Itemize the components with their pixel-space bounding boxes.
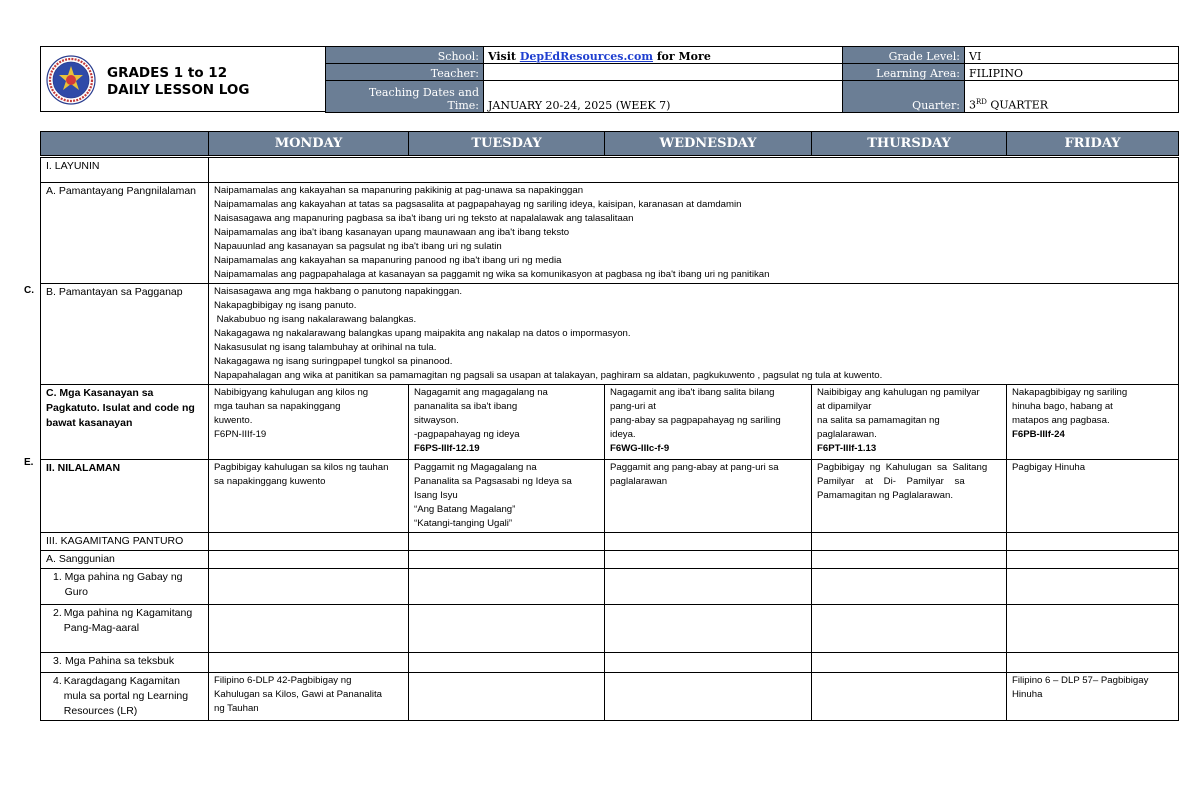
nilalaman-text: paglalarawan: [610, 476, 668, 487]
kasanayan-text: Nagagamit ang magagalang na: [414, 387, 548, 398]
gabay-text: Mga pahina ng Gabay ng Guro: [64, 571, 183, 598]
karagdagan-text: Karagdagang Kagamitan mula sa portal ng Learning Resources (LR): [63, 675, 189, 717]
row-gabay: [41, 569, 1179, 605]
title-line-2: DAILY LESSON LOG: [107, 82, 250, 98]
school-prefix: Visit: [488, 50, 520, 63]
marker-e: E.: [24, 457, 34, 468]
row-nilalaman: [41, 460, 1179, 533]
kasanayan-text: paglalarawan.: [817, 429, 877, 440]
label-sanggunian: A. Sanggunian: [41, 551, 209, 569]
deped-resources-link[interactable]: DepEdResources.com: [519, 50, 653, 63]
kasanayan-text: pang-uri at: [610, 401, 656, 412]
dates-text: JANUARY 20-24, 2025 (WEEK 7): [488, 99, 671, 112]
pagganap-line: Nakabubuo ng isang nakalarawang balangkas.: [214, 314, 417, 325]
quarter-suffix: RD: [976, 98, 987, 107]
nilalaman-text: Pananalita sa Pagsasabi ng Ideya sa: [414, 476, 572, 487]
label-nilalaman: II. NILALAMAN: [41, 460, 209, 533]
pagganap-line: Napapahalagan ang wika at panitikan sa pamamagitan ng pagsali sa usapan at talakayan, paghiram sa aldatan, pagkukuwento , pagsulat ng tula at kuwento.: [214, 370, 883, 381]
day-wednesday: WEDNESDAY: [605, 132, 812, 156]
day-header-row: [41, 132, 1179, 156]
nilalaman-text: sa napakinggang kuwento: [214, 476, 326, 487]
nilalaman-text: Paggamit ang pang-abay at pang-uri sa: [610, 462, 779, 473]
layunin-content: [209, 158, 1179, 183]
kagamitang-number: 2.: [53, 607, 62, 619]
pangnilalaman-content: [209, 183, 1179, 284]
karagdagan-wednesday: [605, 673, 812, 721]
row-pangnilalaman: [41, 183, 1179, 284]
teaching-dates-label-line1: Teaching Dates and: [368, 86, 479, 99]
teaching-dates-label-line2: Time:: [447, 99, 479, 112]
row-layunin: [41, 158, 1179, 183]
pagganap-line: Nakapagbibigay ng isang panuto.: [214, 300, 357, 311]
kasanayan-text: kuwento.: [214, 415, 253, 426]
learning-area-label: Learning Area:: [843, 64, 965, 81]
pangnilalaman-line: Naipamamalas ang kakayahan at tatas sa pagsasalita at pagpapahayag ng sariling ideya, kaisipan, karanasan at damdamin: [214, 199, 742, 210]
nilalaman-friday: [1007, 460, 1179, 533]
kasanayan-text: at dipamilyar: [817, 401, 872, 412]
karagdagan-friday: [1007, 673, 1179, 721]
lesson-log-table: [40, 131, 1179, 721]
nilalaman-wednesday: [605, 460, 812, 533]
kasanayan-friday: [1007, 385, 1179, 460]
quarter-value: [965, 81, 1179, 113]
competency-code: F6WG-IIIc-f-9: [610, 443, 670, 454]
learning-area-value: FILIPINO: [965, 64, 1179, 81]
karagdagan-text-line: ng Tauhan: [214, 703, 259, 714]
kasanayan-text: Naibibigay ang kahulugan ng pamilyar: [817, 387, 980, 398]
nilalaman-text: Pamilyar at Di- Pamilyar sa: [817, 476, 965, 487]
pangnilalaman-line: Naipamamalas ang kakayahan sa mapanuring pakikinig at pag-unawa sa napakinggan: [214, 185, 584, 196]
label-karagdagan: [41, 673, 209, 721]
teksbuk-number: 3.: [53, 655, 62, 667]
header-left: [41, 47, 325, 111]
row-pagganap: [41, 284, 1179, 385]
nilalaman-text: “Katangi-tanging Ugali”: [414, 518, 513, 529]
nilalaman-text: Pagbigay Hinuha: [1012, 462, 1086, 473]
nilalaman-text: Pamamagitan ng Paglalarawan.: [817, 490, 953, 501]
kasanayan-monday: [209, 385, 409, 460]
label-pangnilalaman: A. Pamantayang Pangnilalaman: [41, 183, 209, 284]
pagganap-line: Nakagagawa ng nakalarawang balangkas upang maipakita ang nakalap na datos o impormasyon.: [214, 328, 631, 339]
karagdagan-number: 4.: [53, 675, 62, 687]
competency-code: F6PN-IIIf-19: [214, 429, 267, 440]
lesson-log-title: [107, 65, 249, 99]
pagganap-line: Nakasusulat ng isang talambuhay at orihinal na tula.: [214, 342, 437, 353]
pangnilalaman-line: Naipamamalas ang pagpapahalaga at kasanayan sa paggamit ng wika sa komunikasyon at pagbasa ng iba't ibang uri ng panitikan: [214, 269, 770, 280]
row-teksbuk: [41, 653, 1179, 673]
kasanayan-wednesday: [605, 385, 812, 460]
row-kasanayan: [41, 385, 1179, 460]
karagdagan-text-line: Filipino 6 – DLP 57– Pagbibigay: [1012, 675, 1149, 686]
day-friday: FRIDAY: [1007, 132, 1179, 156]
nilalaman-text: Isang Isyu: [414, 490, 458, 501]
kasanayan-thursday: [812, 385, 1007, 460]
teacher-label: Teacher:: [326, 64, 484, 81]
kasanayan-text: matapos ang pagbasa.: [1012, 415, 1110, 426]
school-suffix: for More: [652, 50, 711, 63]
label-gabay: [41, 569, 209, 605]
grade-level-label: Grade Level:: [843, 47, 965, 64]
corner-cell: [41, 132, 209, 156]
school-label: School:: [326, 47, 484, 64]
grade-level-value: VI: [965, 47, 1179, 64]
pagganap-content: [209, 284, 1179, 385]
karagdagan-text-line: Filipino 6-DLP 42-Pagbibigay ng: [214, 675, 352, 686]
kasanayan-text: hinuha bago, habang at: [1012, 401, 1113, 412]
kasanayan-text: na salita sa pamamagitan ng: [817, 415, 940, 426]
nilalaman-text: Paggamit ng Magagalang na: [414, 462, 537, 473]
karagdagan-text-line: Hinuha: [1012, 689, 1043, 700]
quarter-label: Quarter:: [843, 81, 965, 113]
karagdagan-thursday: [812, 673, 1007, 721]
kagamitang-text: Mga pahina ng Kagamitang Pang-Mag-aaral: [63, 607, 193, 634]
competency-code: F6PT-IIIf-1.13: [817, 443, 877, 454]
nilalaman-thursday: [812, 460, 1007, 533]
label-kasanayan: C. Mga Kasanayan sa Pagkatuto. Isulat and code ng bawat kasanayan: [41, 385, 209, 460]
day-tuesday: TUESDAY: [409, 132, 605, 156]
quarter-word: QUARTER: [986, 99, 1049, 112]
competency-code: F6PB-IIIf-24: [1012, 429, 1065, 440]
pangnilalaman-line: Napauunlad ang kasanayan sa pagsulat ng iba't ibang uri ng sulatin: [214, 241, 502, 252]
row-kagamitan: [41, 533, 1179, 551]
nilalaman-text: Pagbibigay ng Kahulugan sa Salitang: [817, 462, 988, 473]
nilalaman-tuesday: [409, 460, 605, 533]
quarter-number: 3: [969, 99, 976, 112]
teacher-value: [484, 64, 843, 81]
row-karagdagan: [41, 673, 1179, 721]
teksbuk-text: Mga Pahina sa teksbuk: [65, 655, 175, 667]
nilalaman-monday: [209, 460, 409, 533]
kasanayan-tuesday: [409, 385, 605, 460]
label-layunin: I. LAYUNIN: [41, 158, 209, 183]
kasanayan-text: pananalita sa iba't ibang: [414, 401, 518, 412]
teaching-dates-label: [326, 81, 484, 113]
pagganap-line: Nakagagawa ng isang suringpapel tungkol sa pinanood.: [214, 356, 453, 367]
kasanayan-text: Nakapagbibigay ng sariling: [1012, 387, 1128, 398]
kasanayan-text: mga tauhan sa napakinggang: [214, 401, 341, 412]
school-value: [484, 47, 843, 64]
kasanayan-text: Nagagamit ang iba't ibang salita bilang: [610, 387, 775, 398]
competency-code: F6PS-IIIf-12.19: [414, 443, 480, 454]
day-monday: MONDAY: [209, 132, 409, 156]
karagdagan-tuesday: [409, 673, 605, 721]
title-line-1: GRADES 1 to 12: [107, 65, 228, 81]
label-pagganap: B. Pamantayan sa Pagganap: [41, 284, 209, 385]
kasanayan-text: sitwayson.: [414, 415, 459, 426]
pangnilalaman-line: Naipamamalas ang kakayahan sa mapanuring panood ng iba't ibang uri ng media: [214, 255, 562, 266]
karagdagan-monday: [209, 673, 409, 721]
header-info-grid: [325, 46, 1179, 113]
day-thursday: THURSDAY: [812, 132, 1007, 156]
nilalaman-text: “Ang Batang Magalang”: [414, 504, 516, 515]
nilalaman-text: Pagbibigay kahulugan sa kilos ng tauhan: [214, 462, 389, 473]
gabay-number: 1.: [53, 571, 62, 583]
kasanayan-text: pang-abay sa pagpapahayag ng sariling: [610, 415, 781, 426]
karagdagan-text-line: Kahulugan sa Kilos, Gawi at Pananalita: [214, 689, 382, 700]
kasanayan-text: ideya.: [610, 429, 636, 440]
pangnilalaman-line: Naisasagawa ang mapanuring pagbasa sa iba't ibang uri ng teksto at napalalawak ang talasalitaan: [214, 213, 634, 224]
pangnilalaman-line: Naipamamalas ang iba't ibang kasanayan upang maunawaan ang iba't ibang teksto: [214, 227, 570, 238]
label-kagamitang: [41, 605, 209, 653]
row-sanggunian: [41, 551, 1179, 569]
kasanayan-text: -pagpapahayag ng ideya: [414, 429, 520, 440]
label-teksbuk: [41, 653, 209, 673]
row-kagamitang-pang-mag-aaral: [41, 605, 1179, 653]
kasanayan-text: Nabibigyang kahulugan ang kilos ng: [214, 387, 369, 398]
teaching-dates-value: [484, 81, 843, 113]
label-kagamitan: III. KAGAMITANG PANTURO: [41, 533, 209, 551]
pagganap-line: Naisasagawa ang mga hakbang o panutong napakinggan.: [214, 286, 463, 297]
marker-c: C.: [24, 285, 34, 296]
deped-seal-icon: [46, 55, 96, 105]
lesson-log-header: [40, 46, 1178, 112]
